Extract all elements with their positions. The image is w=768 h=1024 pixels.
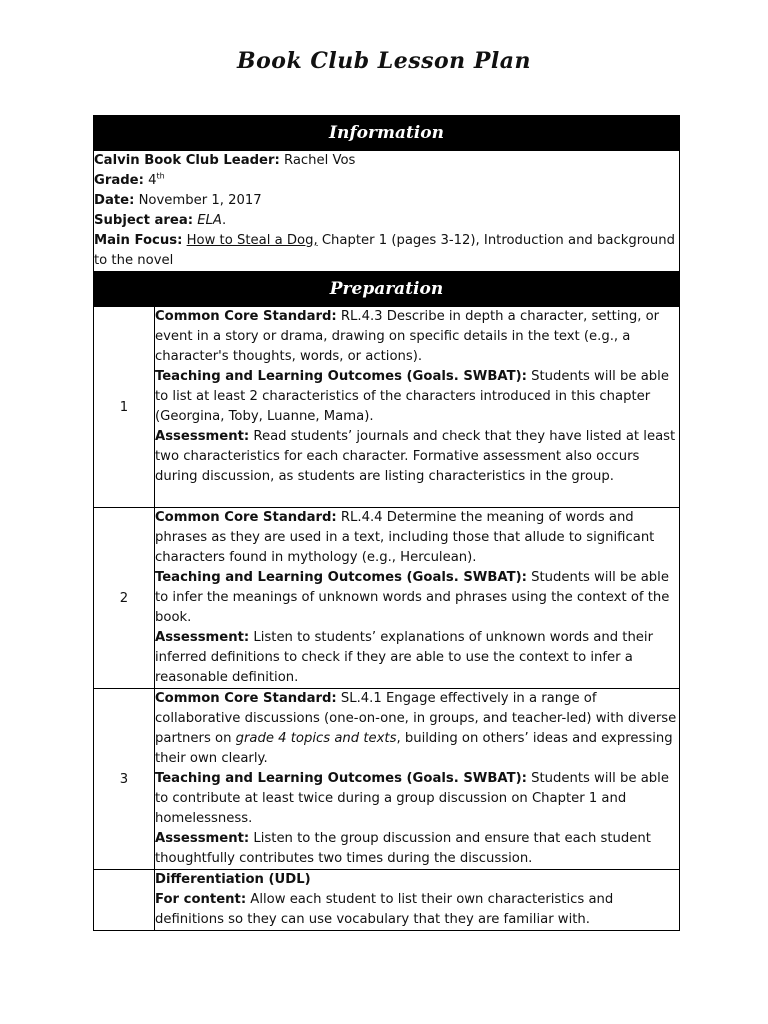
standard-paragraph <box>155 307 679 367</box>
subject-label: Subject area: <box>94 213 194 228</box>
standard-label: Common Core Standard: <box>155 510 337 525</box>
outcomes-text: Students will be able to contribute at least twice during a group discussion on Chapter 1 and homelessness. <box>155 771 669 826</box>
outcomes-paragraph <box>155 367 679 427</box>
row-number <box>94 870 155 931</box>
document-title: Book Club Lesson Plan <box>237 48 531 74</box>
subject-value: ELA <box>193 213 222 228</box>
date-value: November 1, 2017 <box>134 193 262 208</box>
standard-text-end: , building on others’ ideas and expressing their own clearly. <box>155 731 673 766</box>
grade-suffix: th <box>156 171 165 181</box>
standard-text: SL.4.1 Engage effectively in a range of collaborative discussions (one-on-one, in groups, and teacher-led) with diverse partners on <box>155 691 677 746</box>
assessment-text: Listen to the group discussion and ensure that each student thoughtfully contributes two times during the discussion. <box>155 831 651 866</box>
outcomes-text: Students will be able to list at least 2 characteristics of the characters introduced in this chapter (Georgina, Toby, Luanne, Mama). <box>155 369 669 424</box>
preparation-row <box>94 307 680 508</box>
outcomes-text: Students will be able to infer the meanings of unknown words and phrases using the context of the book. <box>155 570 670 625</box>
content-text: Allow each student to list their own characteristics and definitions so they can use vocabulary that they are familiar with. <box>155 892 614 927</box>
assessment-text: Listen to students’ explanations of unknown words and their inferred definitions to check if they are able to use the context to infer a reasonable definition. <box>155 630 653 685</box>
assessment-label: Assessment: <box>155 630 250 645</box>
subject-line <box>94 211 679 231</box>
information-header: Information <box>94 116 680 151</box>
assessment-paragraph <box>155 829 679 869</box>
assessment-label: Assessment: <box>155 429 250 444</box>
differentiation-heading: Differentiation (UDL) <box>155 872 311 887</box>
date-label: Date: <box>94 193 135 208</box>
focus-details: Chapter 1 (pages 3-12), Introduction and background to the novel <box>94 233 675 268</box>
date-line <box>94 191 679 211</box>
differentiation-row <box>94 870 680 931</box>
focus-line <box>94 231 679 271</box>
information-row <box>94 151 680 272</box>
leader-line <box>94 151 679 171</box>
assessment-label: Assessment: <box>155 831 250 846</box>
outcomes-label: Teaching and Learning Outcomes (Goals. SWBAT): <box>155 570 527 585</box>
assessment-text: Read students’ journals and check that they have listed at least two characteristics for each character. Formative assessment also occurs during discussion, as students are listing characteristics in the group. <box>155 429 676 484</box>
standard-paragraph <box>155 689 679 769</box>
outcomes-label: Teaching and Learning Outcomes (Goals. SWBAT): <box>155 369 527 384</box>
standard-italic-text: grade 4 topics and texts <box>235 731 397 746</box>
row-content <box>155 307 680 508</box>
content-paragraph <box>155 890 679 930</box>
row-content <box>155 689 680 870</box>
assessment-paragraph <box>155 427 679 487</box>
focus-label: Main Focus: <box>94 233 183 248</box>
row-number: 1 <box>94 307 155 508</box>
outcomes-paragraph <box>155 568 679 628</box>
grade-value: 4 <box>143 173 157 188</box>
information-header-row <box>94 116 680 151</box>
row-content <box>155 508 680 689</box>
leader-value: Rachel Vos <box>279 153 356 168</box>
preparation-header-row <box>94 272 680 307</box>
assessment-paragraph <box>155 628 679 688</box>
standard-label: Common Core Standard: <box>155 691 337 706</box>
lesson-plan-table <box>93 115 680 931</box>
focus-book-title: How to Steal a Dog, <box>186 233 318 248</box>
grade-line <box>94 171 679 191</box>
standard-text: RL.4.3 Describe in depth a character, setting, or event in a story or drama, drawing on specific details in the text (e.g., a character's thoughts, words, or actions). <box>155 309 660 364</box>
content-label: For content: <box>155 892 247 907</box>
outcomes-paragraph <box>155 769 679 829</box>
preparation-row <box>94 508 680 689</box>
leader-label: Calvin Book Club Leader: <box>94 153 280 168</box>
preparation-header: Preparation <box>94 272 680 307</box>
differentiation-content <box>155 870 680 931</box>
grade-label: Grade: <box>94 173 144 188</box>
information-cell <box>94 151 680 272</box>
outcomes-label: Teaching and Learning Outcomes (Goals. SWBAT): <box>155 771 527 786</box>
standard-paragraph <box>155 508 679 568</box>
row-number: 3 <box>94 689 155 870</box>
row-number: 2 <box>94 508 155 689</box>
standard-text: RL.4.4 Determine the meaning of words and phrases as they are used in a text, including those that allude to significant characters found in mythology (e.g., Herculean). <box>155 510 655 565</box>
standard-label: Common Core Standard: <box>155 309 337 324</box>
preparation-row <box>94 689 680 870</box>
subject-end: . <box>221 213 227 228</box>
